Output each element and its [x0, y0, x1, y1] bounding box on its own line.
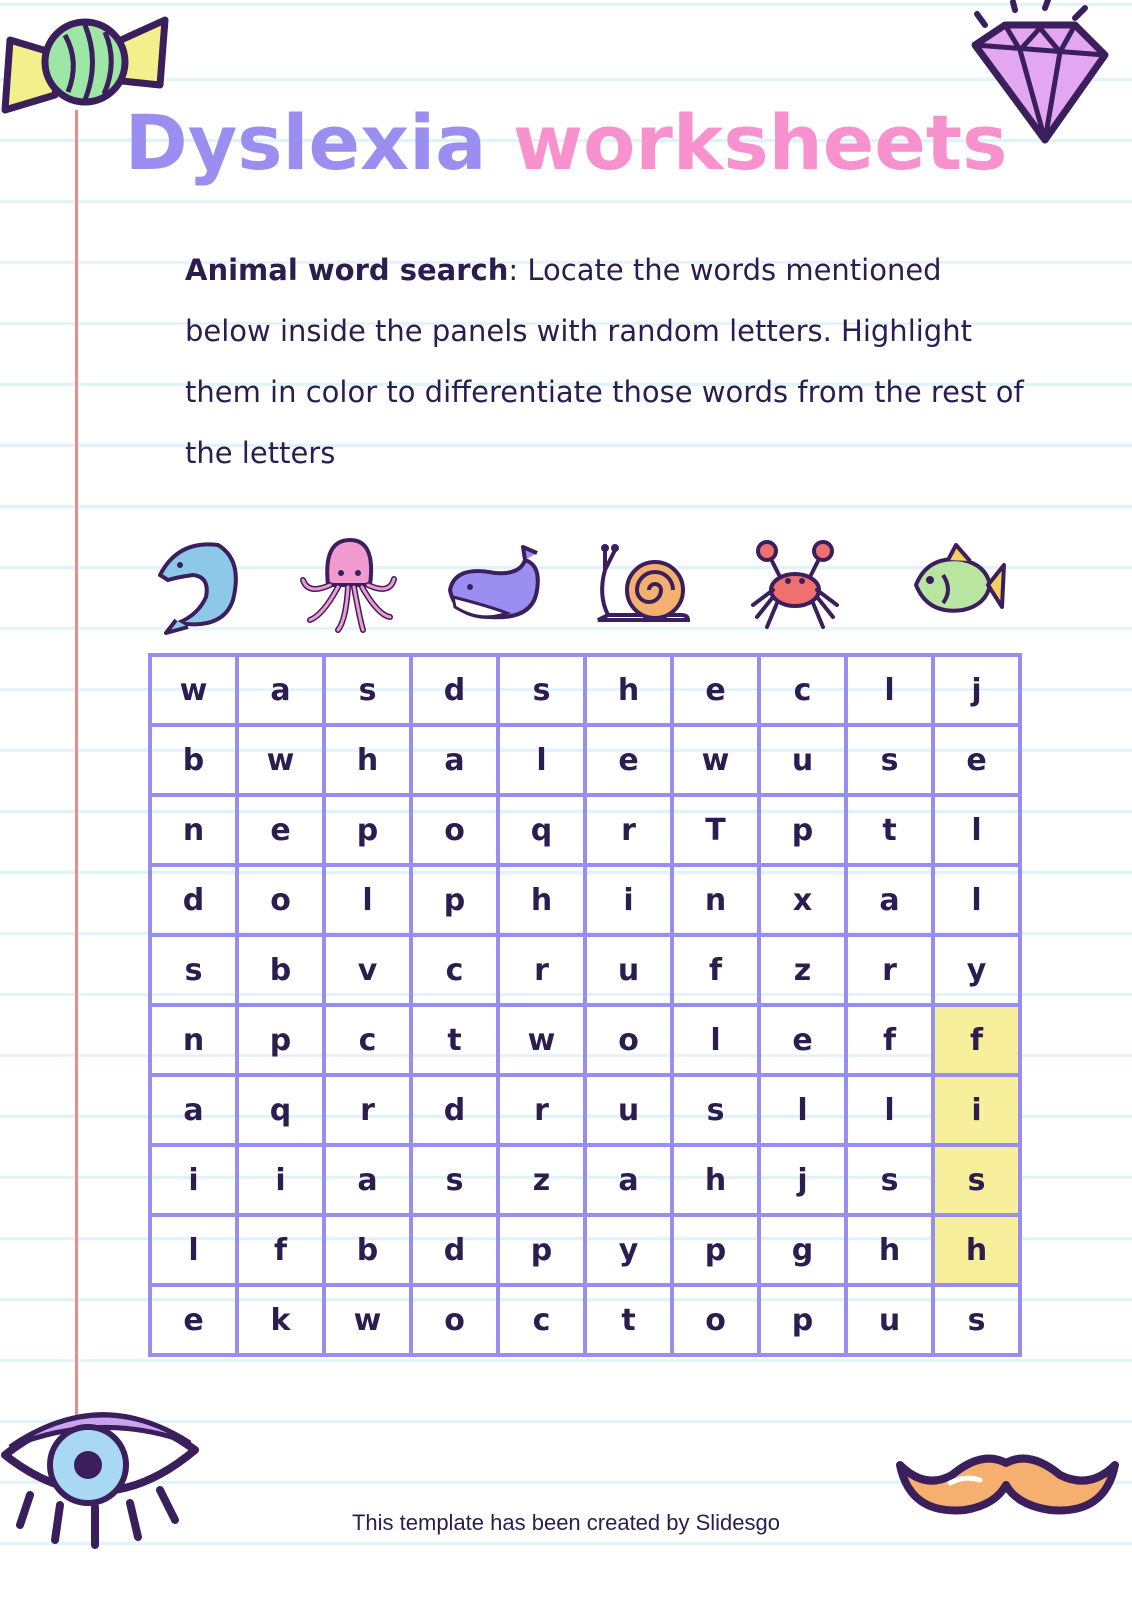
- grid-cell[interactable]: d: [411, 655, 498, 725]
- grid-cell[interactable]: y: [933, 935, 1020, 1005]
- grid-cell[interactable]: h: [846, 1215, 933, 1285]
- grid-row: [150, 865, 1020, 935]
- grid-cell[interactable]: i: [585, 865, 672, 935]
- grid-cell[interactable]: t: [411, 1005, 498, 1075]
- grid-cell[interactable]: T: [672, 795, 759, 865]
- grid-cell[interactable]: s: [324, 655, 411, 725]
- grid-cell[interactable]: h: [672, 1145, 759, 1215]
- grid-cell[interactable]: o: [411, 795, 498, 865]
- dolphin-icon: [148, 535, 248, 635]
- grid-cell[interactable]: z: [759, 935, 846, 1005]
- grid-cell[interactable]: o: [585, 1005, 672, 1075]
- grid-cell[interactable]: e: [585, 725, 672, 795]
- grid-row: [150, 1215, 1020, 1285]
- grid-cell[interactable]: h: [933, 1215, 1020, 1285]
- octopus-icon: [298, 535, 398, 635]
- grid-cell[interactable]: f: [237, 1215, 324, 1285]
- instructions-text: : Locate the words mentioned below inside the panels with random letters. Highlight them in color to differentiate those words from the rest of the letters: [185, 253, 1024, 470]
- grid-cell[interactable]: u: [846, 1285, 933, 1355]
- grid-cell[interactable]: b: [150, 725, 237, 795]
- footer-credit: This template has been created by Slidesgo: [351, 1510, 781, 1535]
- grid-cell[interactable]: a: [585, 1145, 672, 1215]
- grid-cell[interactable]: z: [498, 1145, 585, 1215]
- grid-cell[interactable]: l: [846, 1075, 933, 1145]
- grid-cell[interactable]: n: [150, 795, 237, 865]
- grid-cell[interactable]: d: [150, 865, 237, 935]
- grid-cell[interactable]: i: [150, 1145, 237, 1215]
- grid-cell[interactable]: a: [846, 865, 933, 935]
- grid-cell[interactable]: o: [411, 1285, 498, 1355]
- grid-cell[interactable]: w: [498, 1005, 585, 1075]
- grid-cell[interactable]: r: [498, 935, 585, 1005]
- grid-row: [150, 795, 1020, 865]
- grid-cell[interactable]: s: [846, 1145, 933, 1215]
- grid-cell[interactable]: a: [411, 725, 498, 795]
- grid-row: [150, 1075, 1020, 1145]
- grid-row: [150, 1285, 1020, 1355]
- grid-cell[interactable]: s: [846, 725, 933, 795]
- grid-cell[interactable]: s: [672, 1075, 759, 1145]
- margin-line: [75, 110, 78, 1430]
- grid-cell[interactable]: p: [672, 1215, 759, 1285]
- grid-cell[interactable]: i: [933, 1075, 1020, 1145]
- grid-cell[interactable]: e: [672, 655, 759, 725]
- grid-cell[interactable]: g: [759, 1215, 846, 1285]
- grid-cell[interactable]: h: [324, 725, 411, 795]
- grid-cell[interactable]: p: [759, 795, 846, 865]
- grid-cell[interactable]: l: [324, 865, 411, 935]
- grid-row: [150, 935, 1020, 1005]
- grid-cell[interactable]: a: [237, 655, 324, 725]
- grid-cell[interactable]: w: [672, 725, 759, 795]
- grid-cell[interactable]: i: [237, 1145, 324, 1215]
- grid-cell[interactable]: v: [324, 935, 411, 1005]
- grid-cell[interactable]: e: [150, 1285, 237, 1355]
- whale-icon: [445, 535, 545, 635]
- grid-cell[interactable]: p: [411, 865, 498, 935]
- crab-icon: [745, 535, 845, 635]
- grid-row: [150, 1145, 1020, 1215]
- grid-cell[interactable]: c: [759, 655, 846, 725]
- title-word-dyslexia: Dyslexia: [124, 98, 487, 187]
- grid-cell[interactable]: q: [498, 795, 585, 865]
- grid-row: [150, 1005, 1020, 1075]
- grid-cell[interactable]: h: [498, 865, 585, 935]
- title-word-worksheets: worksheets: [512, 98, 1008, 187]
- page-title: [0, 95, 1132, 191]
- grid-cell[interactable]: k: [237, 1285, 324, 1355]
- grid-cell[interactable]: e: [759, 1005, 846, 1075]
- grid-cell[interactable]: l: [933, 865, 1020, 935]
- grid-cell[interactable]: o: [672, 1285, 759, 1355]
- grid-cell[interactable]: u: [585, 1075, 672, 1145]
- grid-cell[interactable]: s: [411, 1145, 498, 1215]
- grid-cell[interactable]: s: [933, 1145, 1020, 1215]
- grid-cell[interactable]: l: [498, 725, 585, 795]
- grid-cell[interactable]: u: [759, 725, 846, 795]
- grid-cell[interactable]: h: [585, 655, 672, 725]
- grid-cell[interactable]: s: [933, 1285, 1020, 1355]
- grid-row: [150, 725, 1020, 795]
- grid-cell[interactable]: a: [150, 1075, 237, 1145]
- grid-cell[interactable]: r: [498, 1075, 585, 1145]
- grid-cell[interactable]: e: [237, 795, 324, 865]
- grid-row: [150, 655, 1020, 725]
- grid-cell[interactable]: j: [759, 1145, 846, 1215]
- grid-cell[interactable]: l: [846, 655, 933, 725]
- snail-icon: [593, 535, 693, 635]
- grid-cell[interactable]: r: [846, 935, 933, 1005]
- grid-cell[interactable]: l: [933, 795, 1020, 865]
- grid-cell[interactable]: n: [150, 1005, 237, 1075]
- grid-cell[interactable]: c: [411, 935, 498, 1005]
- grid-cell[interactable]: e: [933, 725, 1020, 795]
- animal-icons-row: [148, 535, 1018, 635]
- grid-cell[interactable]: w: [324, 1285, 411, 1355]
- grid-cell[interactable]: r: [585, 795, 672, 865]
- grid-cell[interactable]: f: [672, 935, 759, 1005]
- grid-cell[interactable]: t: [585, 1285, 672, 1355]
- grid-cell[interactable]: b: [237, 935, 324, 1005]
- instructions-heading: Animal word search: [185, 253, 509, 287]
- grid-cell[interactable]: j: [933, 655, 1020, 725]
- grid-cell[interactable]: f: [933, 1005, 1020, 1075]
- grid-cell[interactable]: a: [324, 1145, 411, 1215]
- grid-cell[interactable]: c: [498, 1285, 585, 1355]
- grid-cell[interactable]: w: [237, 725, 324, 795]
- grid-cell[interactable]: w: [150, 655, 237, 725]
- grid-cell[interactable]: d: [411, 1075, 498, 1145]
- grid-cell[interactable]: q: [237, 1075, 324, 1145]
- fish-icon: [908, 535, 1008, 635]
- grid-cell[interactable]: p: [324, 795, 411, 865]
- grid-cell[interactable]: b: [324, 1215, 411, 1285]
- grid-cell[interactable]: o: [237, 865, 324, 935]
- grid-cell[interactable]: p: [237, 1005, 324, 1075]
- grid-cell[interactable]: l: [759, 1075, 846, 1145]
- grid-cell[interactable]: p: [498, 1215, 585, 1285]
- grid-cell[interactable]: l: [672, 1005, 759, 1075]
- grid-cell[interactable]: f: [846, 1005, 933, 1075]
- grid-cell[interactable]: c: [324, 1005, 411, 1075]
- grid-cell[interactable]: t: [846, 795, 933, 865]
- word-search-grid: [148, 653, 1022, 1357]
- grid-cell[interactable]: l: [150, 1215, 237, 1285]
- grid-cell[interactable]: n: [672, 865, 759, 935]
- grid-cell[interactable]: x: [759, 865, 846, 935]
- grid-cell[interactable]: d: [411, 1215, 498, 1285]
- grid-cell[interactable]: r: [324, 1075, 411, 1145]
- instructions: [185, 240, 1035, 484]
- grid-cell[interactable]: u: [585, 935, 672, 1005]
- grid-cell[interactable]: s: [498, 655, 585, 725]
- grid-cell[interactable]: p: [759, 1285, 846, 1355]
- grid-cell[interactable]: y: [585, 1215, 672, 1285]
- grid-cell[interactable]: s: [150, 935, 237, 1005]
